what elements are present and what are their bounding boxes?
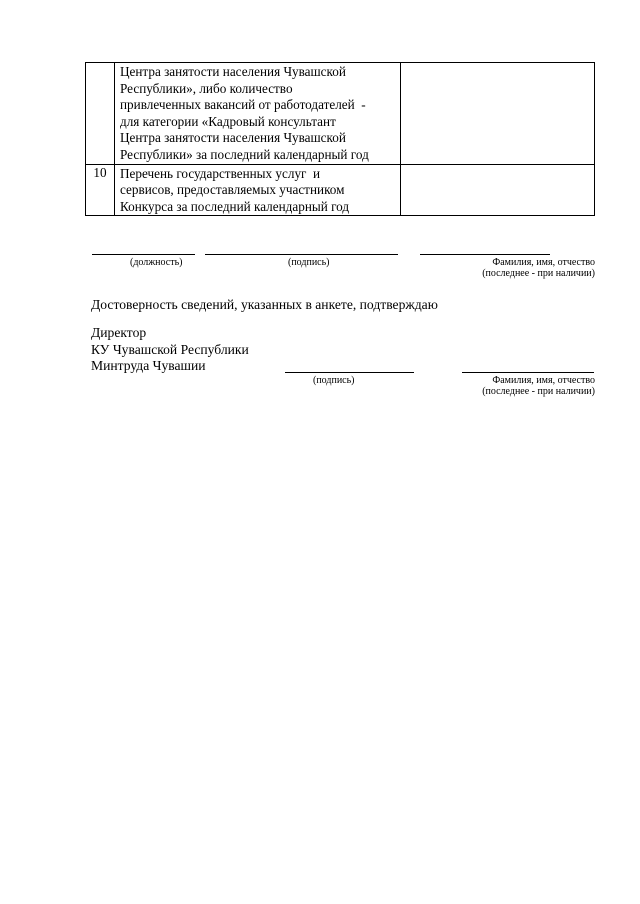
position-caption: (должность) [130, 257, 183, 268]
signature-line [205, 254, 398, 255]
criterion-line: Центра занятости населения Чувашской [120, 64, 346, 79]
value-cell [401, 164, 595, 216]
director-signature-caption: (подпись) [313, 375, 355, 386]
signature-caption: (подпись) [288, 257, 330, 268]
confirmation-statement: Достоверность сведений, указанных в анкете, подтверждаю [91, 297, 438, 312]
criterion-line: Республики» за последний календарный год [120, 146, 369, 162]
director-organization: КУ Чувашской Республики [91, 342, 249, 357]
table-row [86, 164, 595, 216]
director-name-line [462, 372, 594, 373]
row-number-cell [86, 63, 115, 165]
criterion-text-cell [115, 63, 401, 165]
value-cell [401, 63, 595, 165]
criterion-line: привлеченных вакансий от работодателей - [120, 97, 366, 113]
director-ministry: Минтруда Чувашии [91, 358, 206, 373]
criterion-line: Перечень государственных услуг и [120, 165, 321, 181]
row-number-cell: 10 [86, 164, 115, 216]
criterion-line: Республики», либо количество [120, 80, 293, 96]
criterion-line: Центра занятости населения Чувашской [120, 130, 346, 146]
table-row [86, 63, 595, 165]
name-caption-note: (последнее - при наличии) [482, 268, 595, 279]
director-name-caption: Фамилия, имя, отчество [492, 375, 595, 386]
name-caption: Фамилия, имя, отчество [492, 257, 595, 268]
director-signature-line [285, 372, 414, 373]
director-name-caption-note: (последнее - при наличии) [482, 386, 595, 397]
position-signature-line [92, 254, 195, 255]
criterion-line: сервисов, предоставляемых участником [120, 182, 345, 198]
name-signature-line [420, 254, 550, 255]
criterion-line: Конкурса за последний календарный год [120, 198, 350, 214]
criteria-table [85, 62, 595, 216]
criterion-line: для категории «Кадровый консультант [120, 113, 336, 129]
criterion-text-cell [115, 164, 401, 216]
director-title: Директор [91, 325, 147, 340]
